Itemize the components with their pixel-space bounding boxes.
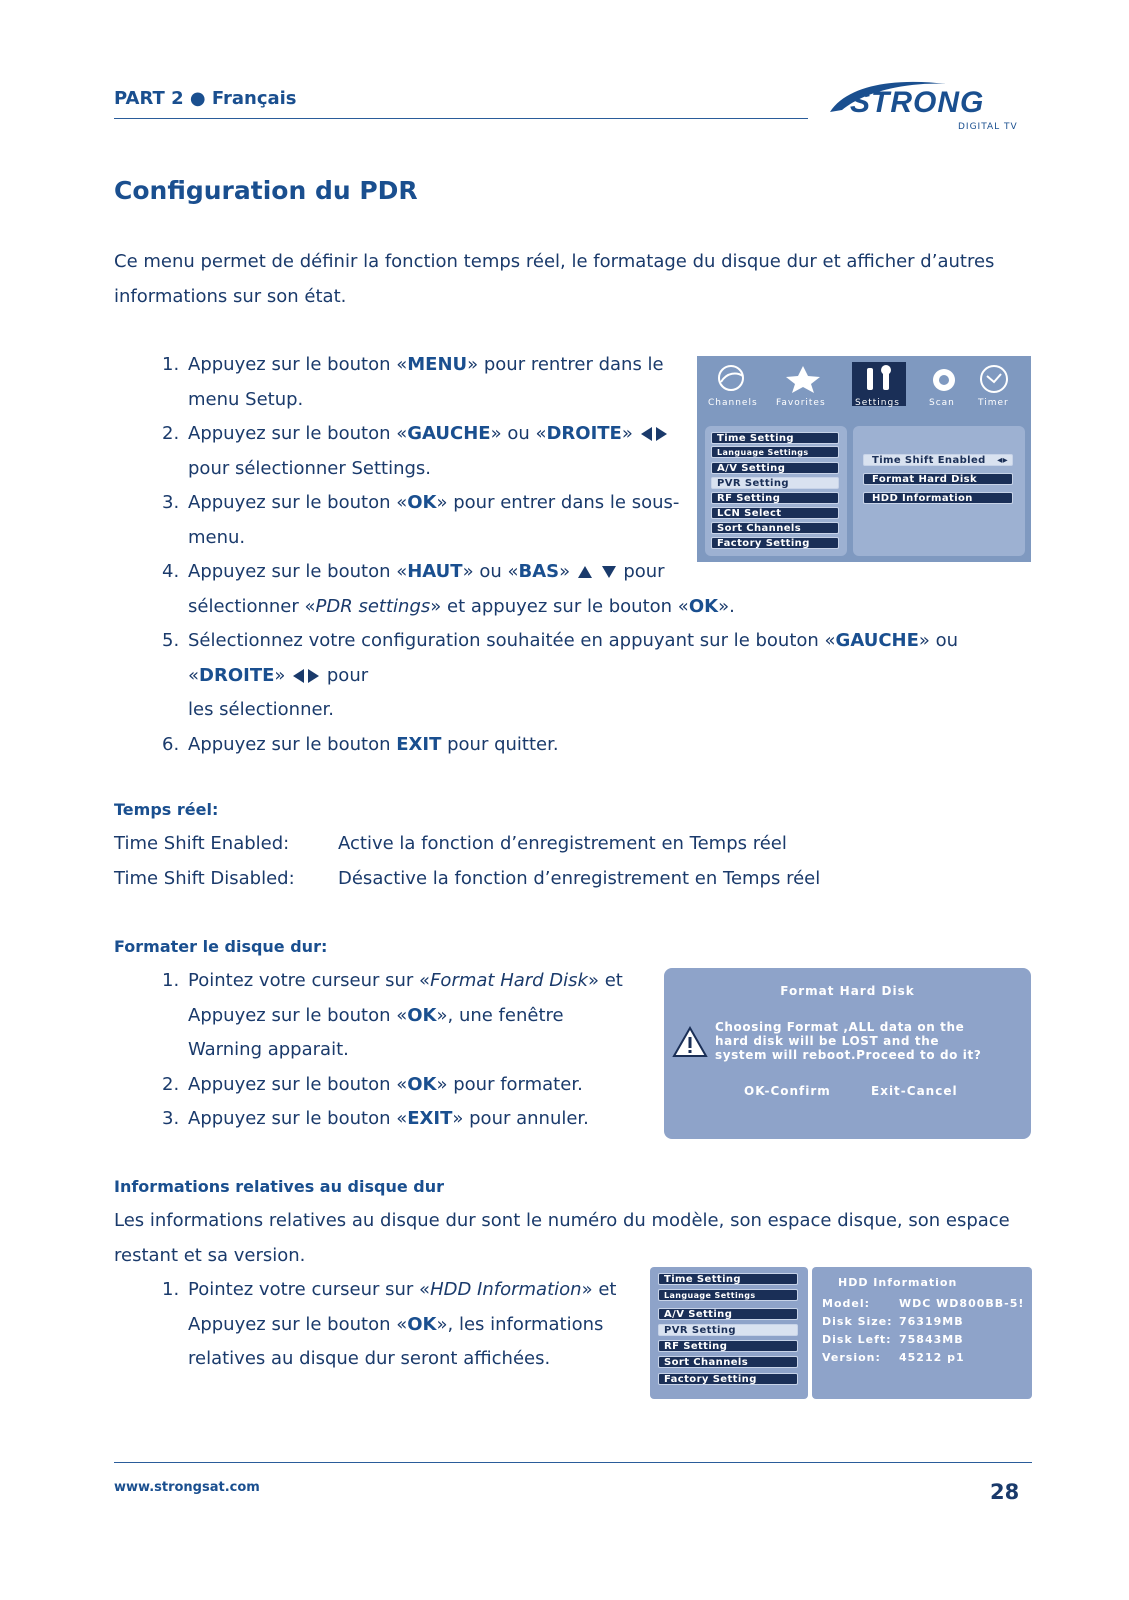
step-text: Appuyez sur le bouton « (188, 561, 408, 582)
formater-heading: Formater le disque dur: (114, 937, 328, 956)
step-text: Appuyez sur le bouton « (188, 354, 408, 375)
step-number: 1. (162, 1279, 180, 1300)
format-warning-dialog (664, 968, 1031, 1139)
step-text: ». (718, 595, 735, 617)
step-text: pour (623, 561, 665, 582)
step-text: pour quitter. (441, 733, 559, 755)
step-italic: PDR settings (315, 595, 431, 617)
settings-menu-panel (705, 426, 847, 556)
hdd-info-title: HDD Information (838, 1276, 958, 1289)
menu-item-rf-setting: RF Setting (658, 1340, 798, 1352)
arrow-right-icon (308, 669, 319, 683)
menu-item-sort-channels: Sort Channels (711, 522, 839, 534)
step-text: Warning apparait. (188, 1039, 349, 1060)
menu-item-av-setting: A/V Setting (658, 1308, 798, 1320)
step-text: » et (587, 970, 623, 991)
step-text: » et appuyez sur le bouton « (430, 595, 689, 617)
hdd-information-panel (812, 1267, 1032, 1399)
settings-tools-icon (861, 364, 897, 394)
intro-paragraph (114, 245, 1014, 314)
hdd-version-label: Version: (822, 1351, 881, 1364)
step-italic: Format Hard Disk (430, 970, 588, 991)
hdd-steps (114, 1273, 644, 1377)
settings-menu-screenshot (697, 356, 1031, 562)
menu-item-factory-setting: Factory Setting (658, 1373, 798, 1385)
timer-clock-icon (977, 364, 1011, 394)
time-shift-disabled-label: Time Shift Disabled: (114, 868, 295, 889)
step-text: » (274, 664, 286, 686)
icon-label-timer: Timer (978, 398, 1009, 408)
step-text: Appuyez sur le bouton « (188, 423, 408, 444)
key-label: EXIT (407, 1108, 453, 1129)
hdd-step-1 (114, 1273, 644, 1377)
key-label: GAUCHE (407, 423, 491, 444)
step-italic: HDD Information (430, 1279, 582, 1300)
key-label: DROITE (199, 664, 275, 686)
hdd-paragraph (114, 1204, 1014, 1273)
key-label: EXIT (396, 733, 442, 755)
step-number: 4. (162, 561, 180, 582)
key-label: OK (407, 1004, 437, 1026)
key-label: MENU (407, 354, 468, 375)
step-number: 2. (162, 423, 180, 444)
step-text: Appuyez sur le bouton « (188, 1313, 408, 1335)
hdd-version-value: 45212 p1 (899, 1351, 965, 1364)
step-text: » (559, 561, 571, 582)
arrow-right-icon (656, 427, 667, 441)
step-text: Appuyez sur le bouton (188, 733, 397, 755)
key-label: HAUT (407, 561, 463, 582)
key-label: OK (407, 1313, 437, 1335)
step-text: » (621, 423, 633, 444)
dialog-exit-cancel: Exit-Cancel (871, 1084, 958, 1098)
arrow-down-icon (602, 566, 616, 578)
step-text: » pour entrer dans le sous- (436, 492, 680, 513)
icon-label-favorites: Favorites (776, 398, 826, 408)
arrow-left-icon (293, 669, 304, 683)
logo-text: STRONG (850, 86, 985, 119)
dialog-message-line: hard disk will be LOST and the (715, 1034, 940, 1048)
dialog-ok-confirm: OK-Confirm (744, 1084, 831, 1098)
step-text: pour sélectionner Settings. (188, 457, 432, 479)
step-number: 3. (162, 1108, 180, 1129)
temps-reel-heading: Temps réel: (114, 800, 219, 819)
icon-label-settings: Settings (855, 398, 900, 408)
pvr-submenu-panel (853, 426, 1025, 556)
menu-item-pvr-setting: PVR Setting (711, 477, 839, 489)
header-part-label: PART 2 ● Français (114, 88, 297, 109)
step-text: les sélectionner. (188, 699, 335, 720)
hdd-disk-left-value: 75843MB (899, 1333, 964, 1346)
step-number: 1. (162, 354, 180, 375)
key-label: OK (407, 1073, 437, 1095)
warning-triangle-icon (672, 1026, 708, 1058)
time-shift-enabled-label: Time Shift Enabled: (114, 833, 290, 854)
step-number: 1. (162, 970, 180, 991)
step-text: « (188, 664, 200, 686)
hdd-paragraph-line-2: restant et sa version. (114, 1244, 306, 1266)
page-number: 28 (990, 1480, 1020, 1504)
step-6 (114, 728, 974, 763)
menu-item-time-setting: Time Setting (658, 1273, 798, 1285)
step-text: relatives au disque dur seront affichées. (188, 1348, 551, 1369)
key-label: BAS (518, 561, 560, 582)
menu-item-av-setting: A/V Setting (711, 462, 839, 474)
key-label: OK (688, 595, 719, 617)
arrow-up-icon (578, 566, 592, 578)
step-number: 3. (162, 492, 180, 513)
submenu-time-shift-label: Time Shift Enabled (872, 455, 986, 466)
hdd-disk-size-label: Disk Size: (822, 1315, 893, 1328)
channels-icon (715, 364, 747, 392)
submenu-time-shift (863, 454, 1013, 466)
menu-item-sort-channels: Sort Channels (658, 1356, 798, 1368)
step-number: 5. (162, 630, 180, 651)
step-text: Pointez votre curseur sur « (188, 970, 431, 991)
step-number: 2. (162, 1073, 180, 1095)
step-number: 6. (162, 733, 180, 755)
arrow-left-icon (641, 427, 652, 441)
key-label: DROITE (546, 423, 622, 444)
header-divider (114, 118, 808, 119)
dialog-message (715, 1020, 981, 1062)
menu-item-language-settings: Language Settings (658, 1289, 798, 1301)
step-text: » ou « (462, 561, 519, 582)
hdd-paragraph-line-1: Les informations relatives au disque dur sont le numéro du modèle, son espace disque, son espace (114, 1210, 1010, 1231)
step-text: » pour formater. (436, 1073, 583, 1095)
step-text: Appuyez sur le bouton « (188, 1004, 408, 1026)
time-shift-disabled-desc: Désactive la fonction d’enregistrement en Temps réel (338, 868, 821, 889)
hdd-model-label: Model: (822, 1297, 871, 1310)
step-text: », les informations (436, 1313, 604, 1335)
menu-item-language-settings: Language Settings (711, 446, 839, 458)
favorites-star-icon (783, 364, 823, 394)
step-text: Appuyez sur le bouton « (188, 1108, 408, 1129)
intro-line-1: Ce menu permet de définir la fonction temps réel, le formatage du disque dur et afficher d’autres (114, 251, 995, 272)
submenu-format-hard-disk: Format Hard Disk (863, 473, 1013, 485)
icon-label-scan: Scan (929, 398, 955, 408)
key-label: OK (407, 492, 437, 513)
logo-subtitle: DIGITAL TV (958, 122, 1018, 132)
formater-steps (114, 964, 654, 1137)
step-text: » ou (918, 630, 959, 651)
scan-gear-icon (927, 366, 961, 394)
step-text: pour (326, 664, 369, 686)
menu-item-time-setting: Time Setting (711, 432, 839, 444)
icon-label-channels: Channels (708, 398, 758, 408)
menu-item-rf-setting: RF Setting (711, 492, 839, 504)
hdd-model-value: WDC WD800BB-5! (899, 1297, 1025, 1310)
submenu-hdd-information: HDD Information (863, 492, 1013, 504)
formater-step-1 (114, 964, 654, 1068)
menu-item-factory-setting: Factory Setting (711, 537, 839, 549)
hdd-disk-left-label: Disk Left: (822, 1333, 892, 1346)
dialog-message-line: system will reboot.Proceed to do it? (715, 1048, 982, 1062)
dialog-message-line: Choosing Format ,ALL data on the (715, 1020, 965, 1034)
step-text: » pour annuler. (452, 1108, 589, 1129)
formater-step-2 (114, 1068, 654, 1103)
step-text: Appuyez sur le bouton « (188, 492, 408, 513)
step-5 (114, 624, 974, 728)
step-text: Pointez votre curseur sur « (188, 1279, 431, 1300)
hdd-heading: Informations relatives au disque dur (114, 1177, 445, 1196)
left-right-arrows-icon: ◂▸ (997, 455, 1008, 466)
hdd-disk-size-value: 76319MB (899, 1315, 964, 1328)
hdd-menu-panel (650, 1267, 808, 1399)
footer-url: www.strongsat.com (114, 1480, 260, 1495)
formater-step-3 (114, 1102, 654, 1137)
step-text: sélectionner « (188, 595, 316, 617)
step-text: » pour rentrer dans le (467, 354, 664, 375)
step-text: Appuyez sur le bouton « (188, 1073, 408, 1095)
step-text: menu. (188, 526, 246, 548)
step-text: menu Setup. (188, 388, 304, 410)
step-text: Sélectionnez votre configuration souhaitée en appuyant sur le bouton « (188, 630, 836, 651)
time-shift-enabled-desc: Active la fonction d’enregistrement en Temps réel (338, 833, 787, 854)
step-text: » ou « (490, 423, 547, 444)
key-label: GAUCHE (835, 630, 919, 651)
page-title: Configuration du PDR (114, 176, 418, 205)
menu-item-lcn-select: LCN Select (711, 507, 839, 519)
step-4 (114, 555, 974, 624)
intro-line-2: informations sur son état. (114, 285, 347, 307)
dialog-title: Format Hard Disk (780, 984, 915, 998)
footer-divider (114, 1462, 1032, 1463)
step-text: » et (581, 1279, 617, 1300)
menu-item-pvr-setting: PVR Setting (658, 1324, 798, 1336)
step-text: », une fenêtre (436, 1004, 564, 1026)
